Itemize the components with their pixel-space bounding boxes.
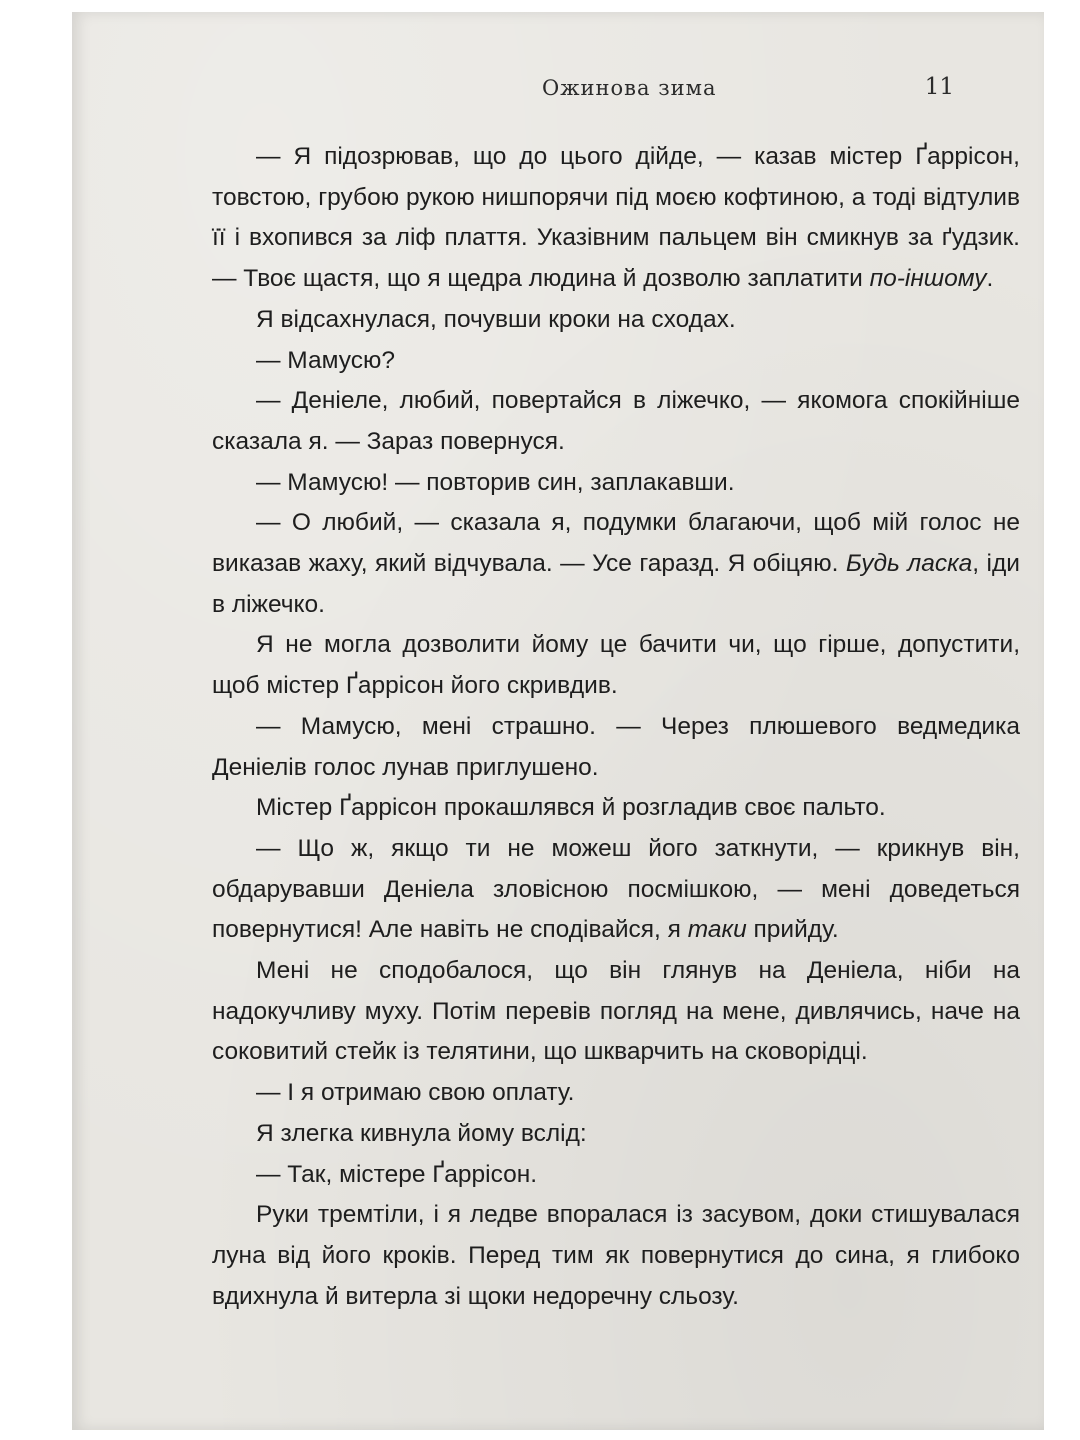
paragraph: — Мамусю! — повторив син, заплакавши. <box>256 468 735 496</box>
scanned-page <box>72 12 1044 1430</box>
paragraph: Мені не сподобалося, що він глянув на Деніела, ніби на надокучливу муху. Потім перевів погляд на мене, дивлячись, наче на соковитий стейк із телятини, що шкварчить на сковорідці. <box>212 957 1020 1066</box>
paragraph: Містер Ґаррісон прокашлявся й розгладив своє пальто. <box>256 794 886 822</box>
paragraph: — Мамусю? <box>256 346 395 374</box>
paragraph: — Мамусю, мені страшно. — Через плюшевого ведмедика Деніелів голос лунав приглушено. <box>212 712 1020 781</box>
page-number: 11 <box>924 74 954 100</box>
paragraph: Я відсахнулася, почувши кроки на сходах. <box>256 305 736 333</box>
paragraph: Я злегка кивнула йому вслід: <box>256 1119 587 1147</box>
paragraph: — О любий, — сказала я, подумки благаючи, щоб мій голос не виказав жаху, який відчувала. — Усе гаразд. Я обіцяю. Будь ласка, іди в ліжечко. <box>212 509 1020 618</box>
paragraph: Руки тремтіли, і я ледве впоралася із засувом, доки стишувалася луна від його кроків. Перед тим як повернутися до сина, я глибоко вдихнула й витерла зі щоки недоречну сльозу. <box>212 1201 1020 1310</box>
body-text <box>212 137 1020 1317</box>
paragraph: — Що ж, якщо ти не можеш його заткнути, — крикнув він, обдарувавши Деніела зловісною посмішкою, — мені доведеться повернутися! Але навіть не сподівайся, я таки прийду. <box>212 834 1020 944</box>
paragraph: — Так, містере Ґаррісон. <box>256 1160 538 1188</box>
paragraph: Я не могла дозволити йому це бачити чи, що гірше, допустити, щоб містер Ґаррісон його скривдив. <box>212 631 1020 700</box>
running-title: Ожинова зима <box>542 76 717 100</box>
paragraph: — Деніеле, любий, повертайся в ліжечко, — якомога спокійніше сказала я. — Зараз повернуся. <box>212 387 1020 455</box>
paragraph: — І я отримаю свою оплату. <box>256 1079 575 1107</box>
paragraph: — Я підозрював, що до цього дійде, — казав містер Ґаррісон, товстою, грубою рукою нишпорячи під моєю кофтиною, а тоді відтулив її і вхопився за ліф плаття. Указівним пальцем він смикнув за ґудзик. — Твоє щастя, що я щедра людина й дозволю заплатити по-іншому. <box>212 143 1020 293</box>
